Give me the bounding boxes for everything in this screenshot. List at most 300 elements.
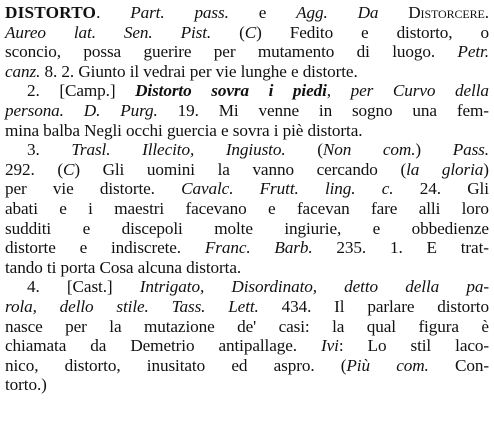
entry-text: detto: [344, 277, 379, 297]
entry-word: [84, 101, 101, 121]
entry-word: [214, 42, 236, 62]
entry-text: persona.: [5, 100, 64, 120]
entry-text: cercando: [316, 159, 378, 179]
entry-word: [307, 121, 362, 140]
entry-text: la: [332, 316, 345, 336]
entry-word: [5, 42, 61, 62]
entry-word: [231, 277, 317, 297]
entry-text: indiscrete.: [110, 238, 181, 258]
entry-word: [420, 179, 441, 199]
entry-text: distorte.: [99, 179, 155, 199]
entry-word: [284, 219, 341, 239]
entry-line: [5, 258, 489, 278]
entry-text: vedrai: [143, 61, 186, 81]
entry-text: parlare: [367, 296, 415, 316]
entry-text: Lett.: [228, 296, 259, 316]
entry-word: [80, 238, 88, 258]
entry-word: [321, 336, 344, 356]
entry-text: guerire: [143, 42, 192, 62]
entry-word: [138, 258, 182, 277]
entry-line: [5, 375, 489, 395]
entry-text: Demetrio: [130, 336, 195, 356]
entry-word: [455, 81, 489, 101]
entry-line: [5, 356, 489, 376]
entry-word: [405, 277, 439, 297]
entry-word: [5, 297, 37, 317]
entry-text: i: [273, 120, 279, 140]
entry-word: [480, 23, 489, 43]
entry-text: Aureo: [5, 22, 46, 42]
entry-text: e: [361, 22, 369, 42]
entry-word: [418, 317, 458, 337]
entry-word: [185, 199, 246, 219]
entry-line: [5, 3, 489, 23]
entry-text: antipallage.: [218, 336, 297, 356]
entry-text: alcuna: [137, 257, 182, 277]
entry-text: Gli: [102, 159, 125, 179]
entry-text: pa-: [466, 277, 489, 297]
entry-word: [147, 356, 205, 376]
entry-word: [319, 101, 332, 121]
entry-word: [260, 179, 299, 199]
entry-word: [258, 42, 334, 62]
entry-text: C: [62, 159, 75, 179]
entry-word: [135, 81, 192, 101]
entry-text: Barb.: [274, 238, 313, 258]
entry-text: è: [481, 316, 489, 336]
entry-text: [Camp.]: [59, 81, 116, 101]
entry-word: [296, 3, 328, 23]
entry-text: Ivi: [321, 336, 339, 356]
entry-text: facevano: [185, 198, 247, 218]
entry-text: luogo.: [392, 42, 436, 62]
entry-word: [383, 140, 421, 160]
entry-word: [351, 81, 374, 101]
entry-word: [5, 179, 27, 199]
entry-text: mina: [5, 120, 39, 140]
entry-word: [190, 62, 212, 81]
entry-word: [334, 297, 344, 317]
entry-text: aspro.: [273, 355, 315, 375]
entry-text: 4.: [27, 277, 40, 297]
entry-text: da: [90, 336, 107, 356]
entry-word: [274, 238, 312, 258]
entry-text: casi:: [278, 316, 310, 336]
entry-word: [231, 356, 247, 376]
entry-word: [221, 121, 229, 140]
entry-word: [59, 81, 115, 101]
entry-text: Negli: [84, 120, 122, 140]
entry-word: [226, 140, 286, 160]
entry-text: abati: [5, 198, 38, 218]
entry-text: e: [258, 3, 267, 22]
entry-word: [172, 297, 206, 317]
entry-line: [5, 81, 489, 101]
entry-word: [59, 199, 67, 219]
entry-word: [100, 179, 155, 199]
entry-word: [290, 23, 333, 43]
entry-text: discepoli: [121, 218, 183, 238]
entry-word: [461, 238, 489, 258]
entry-word: [457, 42, 488, 62]
entry-word: [218, 336, 297, 356]
entry-text: per: [213, 42, 236, 62]
entry-text: Pist.: [180, 22, 212, 42]
entry-word: [120, 101, 158, 121]
entry-text: possa: [83, 42, 122, 62]
entry-text: ): [415, 140, 422, 160]
entry-word: [74, 23, 96, 43]
entry-text: per: [65, 316, 87, 336]
entry-word: [303, 62, 358, 81]
entry-word: [5, 336, 66, 356]
entry-text: sovra: [211, 81, 249, 101]
entry-line: [5, 23, 489, 43]
entry-line: [5, 121, 489, 141]
entry-text: Disordinato,: [231, 277, 317, 297]
entry-text: Fedito: [289, 22, 334, 42]
entry-word: [293, 81, 331, 101]
entry-text: Giunto: [78, 61, 126, 81]
entry-text: ,: [326, 81, 331, 101]
entry-text: della: [455, 81, 489, 101]
entry-word: [65, 356, 121, 376]
entry-word: [181, 23, 212, 43]
entry-text: pass.: [194, 3, 229, 22]
entry-word: [341, 356, 370, 376]
entry-text: c.: [381, 179, 394, 199]
entry-word: [143, 42, 191, 62]
entry-line: [5, 238, 489, 258]
entry-text: Pass.: [452, 140, 489, 160]
entry-text: la: [406, 159, 420, 179]
entry-text: dello: [59, 296, 94, 316]
entry-word: [408, 3, 489, 23]
entry-text: guercia: [166, 120, 217, 140]
entry-text: ): [74, 159, 80, 179]
entry-word: [427, 238, 437, 258]
entry-text: fem-: [456, 100, 489, 120]
entry-word: [5, 356, 38, 376]
entry-text: tando: [5, 257, 43, 277]
entry-text: o: [480, 22, 489, 42]
entry-text: e: [268, 198, 276, 218]
entry-text: e: [79, 238, 88, 258]
entry-text: ti: [46, 257, 57, 277]
entry-text: 2.: [27, 81, 40, 101]
entry-text: vie: [52, 179, 74, 199]
entry-word: [282, 297, 312, 317]
entry-word: [147, 160, 195, 180]
entry-text: vanno: [252, 159, 294, 179]
entry-text: lunghe: [240, 61, 287, 81]
entry-word: [5, 23, 46, 43]
entry-text: facevan: [296, 198, 350, 218]
entry-word: [462, 199, 489, 219]
entry-line: [5, 42, 489, 62]
entry-text: nico,: [5, 355, 39, 375]
entry-text: Cosa: [99, 257, 134, 277]
entry-text: Illecito,: [142, 140, 195, 160]
entry-word: [400, 160, 419, 180]
entry-text: di: [356, 42, 370, 62]
entry-word: [194, 3, 228, 23]
entry-text: Distorto: [135, 81, 192, 101]
entry-text: (: [239, 22, 245, 42]
entry-text: uomini: [146, 159, 195, 179]
entry-text: in: [318, 100, 333, 120]
entry-word: [186, 258, 241, 277]
entry-text: e: [290, 61, 299, 81]
entry-word: [71, 140, 110, 160]
entry-word: [114, 199, 164, 219]
entry-word: [27, 277, 40, 297]
entry-text: Gli: [467, 179, 489, 199]
entry-word: [352, 101, 393, 121]
entry-text: 2.: [61, 61, 75, 81]
entry-text: 8.: [44, 61, 58, 81]
entry-word: [237, 317, 256, 337]
entry-text: sconcio,: [5, 42, 61, 62]
entry-word: [124, 23, 153, 43]
entry-text: ling.: [324, 179, 356, 199]
entry-text: torto.): [5, 375, 47, 395]
entry-text: Con-: [454, 355, 489, 375]
entry-text: i: [88, 198, 93, 218]
dictionary-entry-distorto: [5, 3, 489, 395]
entry-word: [60, 258, 95, 277]
entry-word: [358, 3, 379, 23]
entry-text: distorta.: [307, 120, 363, 140]
entry-text: della: [405, 277, 440, 297]
entry-text: il: [129, 61, 140, 81]
entry-text: com.: [382, 140, 416, 160]
entry-word: [371, 199, 397, 219]
entry-word: [60, 297, 94, 317]
entry-word: [397, 23, 453, 43]
entry-word: [27, 81, 40, 101]
entry-word: [130, 62, 139, 81]
entry-text: com.: [396, 355, 429, 375]
entry-word: [5, 101, 64, 121]
entry-text: Agg.: [296, 3, 328, 22]
entry-word: [84, 121, 122, 140]
entry-text: Non: [322, 140, 352, 160]
entry-word: [5, 3, 100, 23]
entry-word: [5, 317, 43, 337]
entry-word: [419, 199, 441, 219]
entry-text: sudditi: [5, 218, 52, 238]
entry-text: Part.: [130, 3, 165, 22]
entry-line: [5, 277, 489, 297]
entry-text: D.: [83, 100, 101, 120]
entry-word: [5, 160, 35, 180]
entry-word: [268, 199, 276, 219]
entry-text: canz.: [5, 61, 41, 81]
entry-text: distorte.: [302, 61, 358, 81]
entry-word: [274, 121, 279, 140]
entry-word: [396, 356, 429, 376]
entry-word: [457, 101, 489, 121]
entry-text: distorta.: [186, 257, 242, 277]
entry-word: [143, 62, 185, 81]
entry-text: Petr.: [457, 42, 489, 62]
entry-text: i: [268, 81, 274, 101]
entry-text: laco-: [455, 336, 489, 356]
entry-text: .: [96, 3, 101, 22]
entry-word: [205, 238, 251, 258]
entry-word: [167, 121, 217, 140]
entry-text: (: [340, 355, 347, 375]
entry-word: [393, 81, 435, 101]
entry-word: [291, 62, 299, 81]
entry-word: [279, 317, 310, 337]
entry-text: la: [109, 316, 122, 336]
entry-text: (: [400, 159, 407, 179]
entry-word: [218, 160, 230, 180]
entry-text: distorto: [437, 296, 489, 316]
entry-text: per: [5, 179, 27, 199]
entry-word: [241, 62, 287, 81]
entry-text: Il: [334, 296, 345, 316]
entry-line: [5, 199, 489, 219]
entry-word: [382, 179, 394, 199]
entry-text: occhi: [126, 120, 163, 140]
entry-word: [53, 179, 74, 199]
entry-word: [130, 336, 194, 356]
entry-word: [437, 297, 489, 317]
entry-text: 24.: [419, 179, 441, 199]
entry-text: stil: [410, 336, 432, 356]
entry-text: ingiurie,: [284, 218, 342, 238]
entry-word: [116, 297, 148, 317]
entry-word: [317, 140, 351, 160]
entry-word: [142, 140, 194, 160]
entry-word: [233, 121, 270, 140]
entry-text: Sen.: [123, 22, 153, 42]
entry-text: qual: [366, 316, 396, 336]
entry-text: porta: [60, 257, 96, 277]
entry-text: e: [82, 218, 91, 238]
entry-word: [219, 101, 239, 121]
entry-word: [45, 62, 58, 81]
entry-line: [5, 317, 489, 337]
entry-word: [466, 277, 489, 297]
entry-word: [5, 258, 43, 277]
entry-headword: DISTORTO: [5, 3, 97, 22]
entry-text: 19.: [177, 100, 199, 120]
entry-word: [357, 42, 370, 62]
entry-word: [252, 160, 294, 180]
entry-text: Mi: [218, 100, 239, 120]
entry-word: [178, 101, 199, 121]
entry-word: [5, 121, 39, 140]
entry-word: [297, 199, 350, 219]
entry-text: :: [338, 336, 344, 356]
entry-word: [412, 219, 489, 239]
entry-word: [361, 23, 369, 43]
entry-word: [43, 121, 80, 140]
entry-line: [5, 160, 489, 180]
entry-text: Cavalc.: [181, 179, 234, 199]
entry-text: sogno: [351, 100, 393, 120]
entry-word: [5, 219, 51, 239]
entry-text: balba: [43, 120, 80, 140]
entry-word: [27, 140, 40, 160]
entry-line: [5, 179, 489, 199]
entry-text: [Cast.]: [66, 277, 113, 297]
entry-word: [65, 317, 87, 337]
entry-text: piedi: [292, 81, 327, 101]
entry-text: distorte: [5, 238, 56, 258]
entry-text: inusitato: [146, 355, 206, 375]
entry-word: [83, 42, 121, 62]
entry-text: figura: [418, 316, 459, 336]
entry-word: [83, 219, 91, 239]
entry-text: Tass.: [171, 296, 206, 316]
entry-word: [344, 277, 378, 297]
entry-word: [144, 317, 215, 337]
entry-text: Curvo: [392, 81, 436, 101]
entry-word: [390, 238, 403, 258]
entry-word: [392, 42, 435, 62]
entry-text: vie: [215, 61, 237, 81]
entry-word: [336, 238, 366, 258]
entry-text: Da: [357, 3, 379, 22]
entry-text: obbedienze: [411, 218, 489, 238]
entry-word: [317, 160, 378, 180]
entry-text: Ingiusto.: [225, 140, 286, 160]
entry-text: Purg.: [120, 100, 158, 120]
entry-text: Trasl.: [71, 140, 111, 160]
entry-word: [126, 121, 163, 140]
entry-word: [412, 101, 437, 121]
entry-word: [90, 336, 106, 356]
entry-word: [88, 199, 93, 219]
entry-text: sovra: [232, 120, 270, 140]
entry-word: [5, 62, 40, 81]
entry-text: nasce: [5, 316, 43, 336]
entry-text: ): [483, 159, 489, 179]
entry-text: mutamento: [257, 42, 335, 62]
entry-text: gloria: [441, 159, 484, 179]
entry-text: alli: [418, 198, 441, 218]
entry-word: [367, 317, 396, 337]
entry-text: distorto,: [396, 22, 453, 42]
entry-word: [5, 199, 38, 219]
entry-word: [228, 297, 259, 317]
entry-word: [211, 81, 249, 101]
entry-text: distorto,: [64, 355, 121, 375]
entry-word: [269, 81, 274, 101]
entry-text: loro: [461, 198, 489, 218]
entry-word: [373, 219, 381, 239]
entry-text: venne: [258, 100, 299, 120]
entry-text: E: [426, 238, 437, 258]
entry-text: 3.: [27, 140, 40, 160]
entry-text: C: [244, 22, 257, 42]
entry-line: [5, 336, 489, 356]
entry-text: per: [350, 81, 374, 101]
entry-word: [442, 160, 489, 180]
entry-text: mutazione: [143, 316, 215, 336]
entry-text: ed: [231, 355, 248, 375]
entry-text: piè: [282, 120, 304, 140]
entry-text: e: [59, 198, 67, 218]
entry-text: 292.: [5, 159, 35, 179]
entry-word: [274, 356, 315, 376]
entry-word: [325, 179, 356, 199]
